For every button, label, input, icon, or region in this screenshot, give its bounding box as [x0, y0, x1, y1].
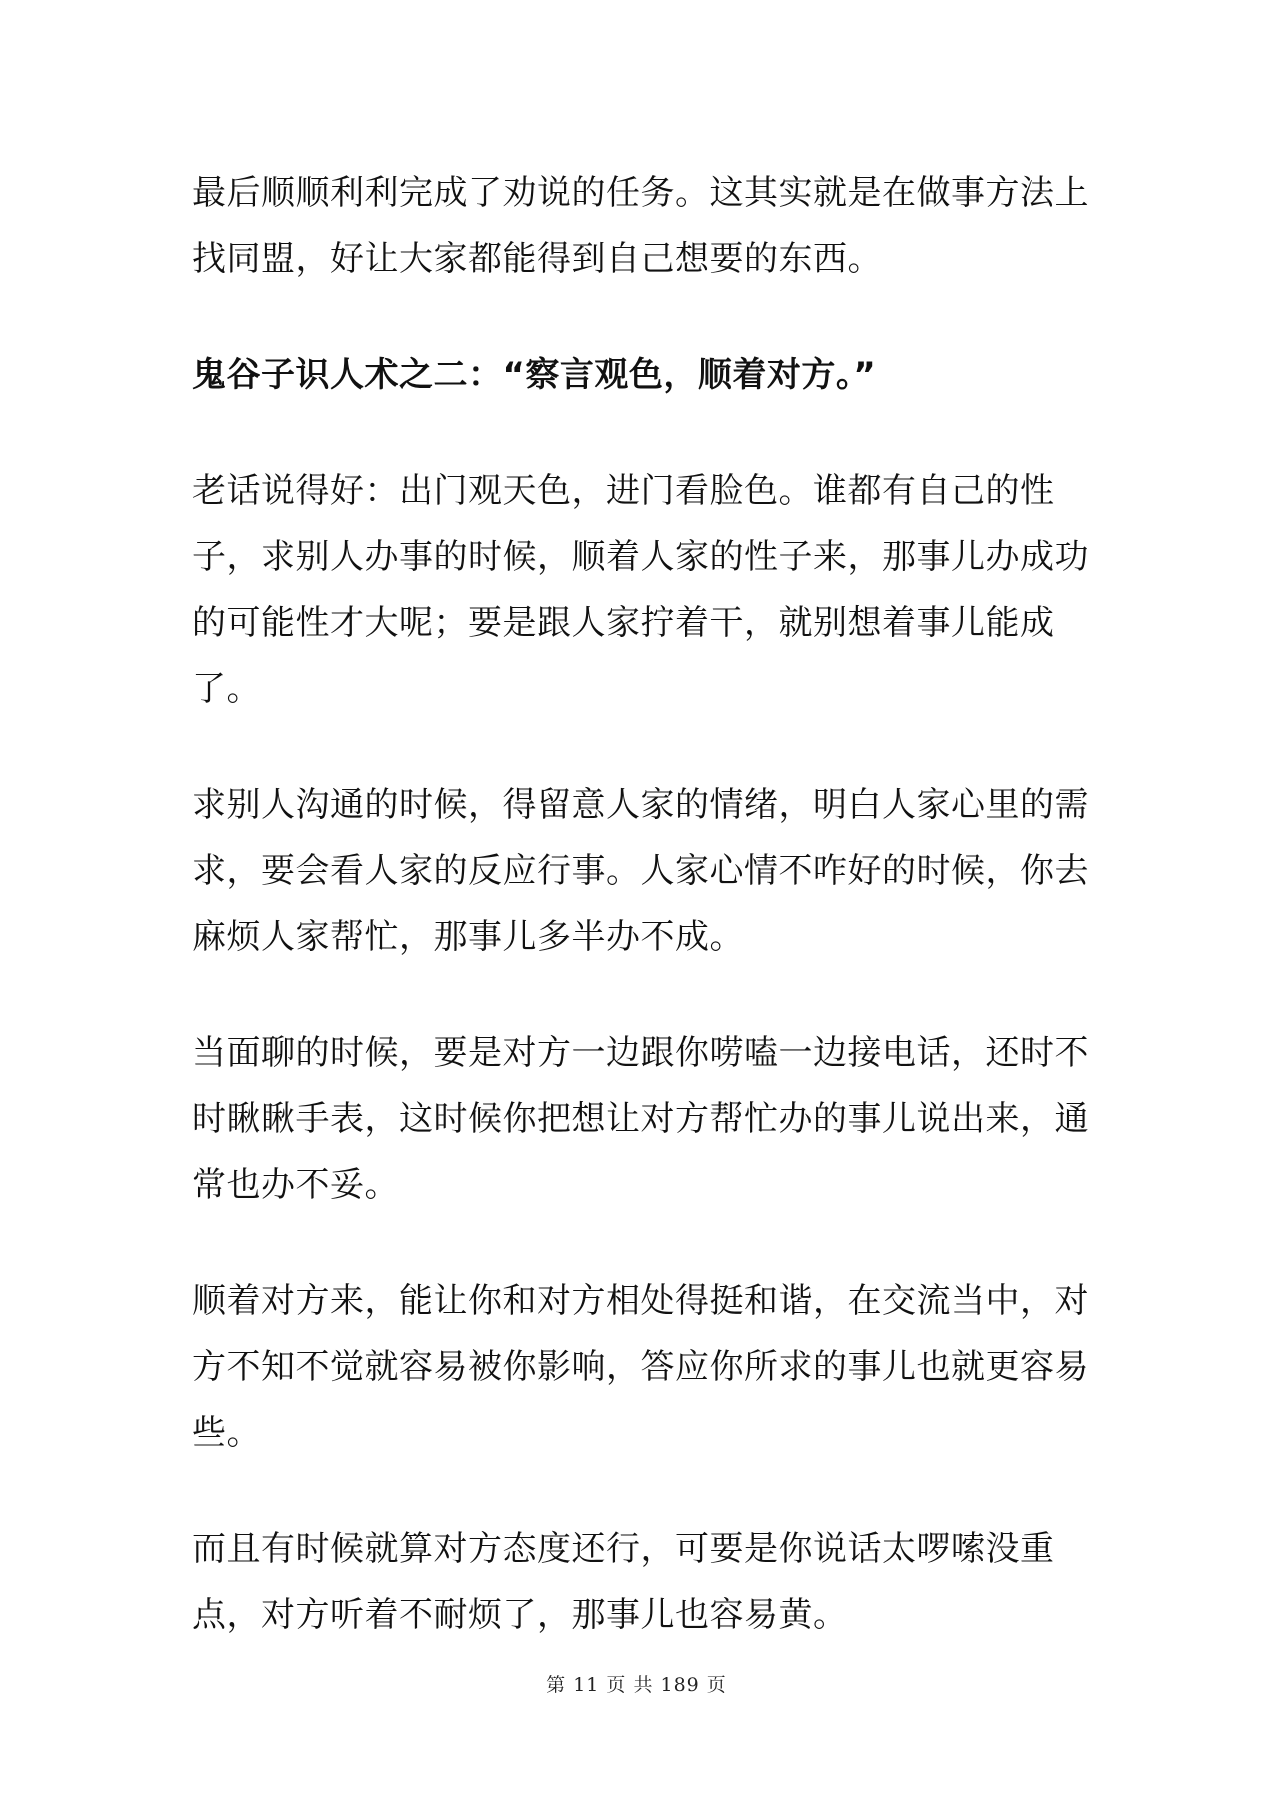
paragraph-1: 最后顺顺利利完成了劝说的任务。这其实就是在做事方法上找同盟，好让大家都能得到自己想要的东西。 — [192, 173, 1089, 279]
page-number-footer: 第 11 页 共 189 页 — [546, 1674, 727, 1696]
paragraph-2: 老话说得好：出门观天色，进门看脸色。谁都有自己的性子，求别人办事的时候，顺着人家的性子来，那事儿办成功的可能性才大呢；要是跟人家拧着干，就别想着事儿能成了。 — [192, 471, 1089, 709]
paragraph-5: 顺着对方来，能让你和对方相处得挺和谐，在交流当中，对方不知不觉就容易被你影响，答应你所求的事儿也就更容易些。 — [192, 1281, 1089, 1453]
paragraph-4: 当面聊的时候，要是对方一边跟你唠嗑一边接电话，还时不时瞅瞅手表，这时候你把想让对方帮忙办的事儿说出来，通常也办不妥。 — [192, 1033, 1089, 1205]
section-heading: 鬼谷子识人术之二：“察言观色，顺着对方。” — [192, 355, 877, 395]
page-content — [192, 160, 1092, 1698]
paragraph-3: 求别人沟通的时候，得留意人家的情绪，明白人家心里的需求，要会看人家的反应行事。人家心情不咋好的时候，你去麻烦人家帮忙，那事儿多半办不成。 — [192, 785, 1089, 957]
paragraph-6: 而且有时候就算对方态度还行，可要是你说话太啰嗦没重点，对方听着不耐烦了，那事儿也容易黄。 — [192, 1529, 1055, 1635]
